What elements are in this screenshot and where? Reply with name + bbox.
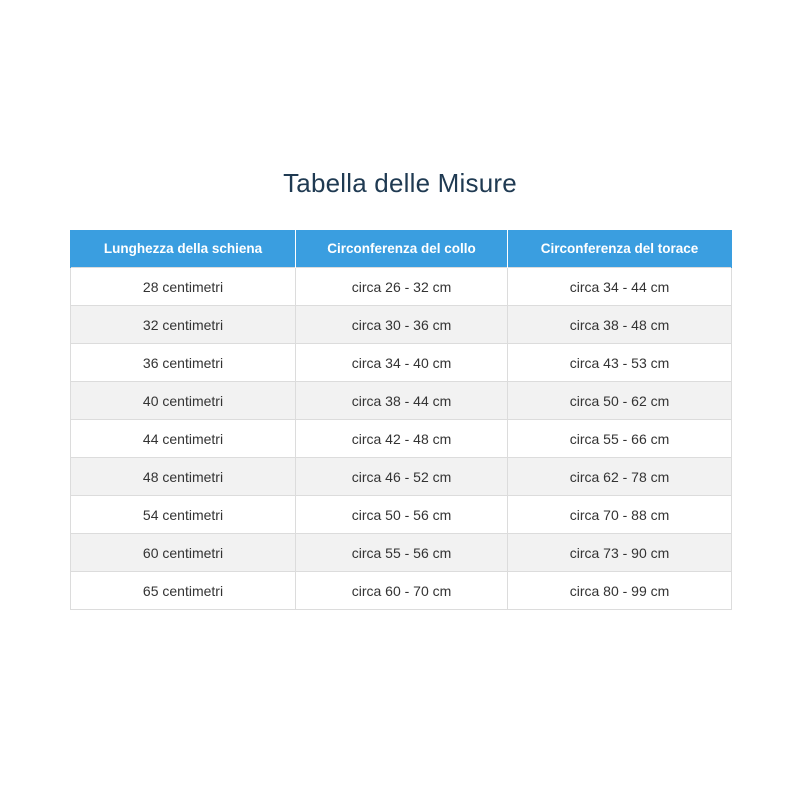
table-row (71, 458, 732, 496)
table-row (71, 534, 732, 572)
table-row (71, 306, 732, 344)
back-length-cell: 60 centimetri (71, 534, 296, 572)
size-table (70, 230, 732, 610)
back-length-cell: 54 centimetri (71, 496, 296, 534)
back-length-cell: 32 centimetri (71, 306, 296, 344)
back-length-cell: 48 centimetri (71, 458, 296, 496)
chest-circumference-cell: circa 70 - 88 cm (508, 496, 732, 534)
neck-circumference-cell: circa 30 - 36 cm (296, 306, 508, 344)
table-row (71, 420, 732, 458)
header-neck-circumference: Circonferenza del collo (296, 230, 508, 268)
neck-circumference-cell: circa 60 - 70 cm (296, 572, 508, 610)
neck-circumference-cell: circa 38 - 44 cm (296, 382, 508, 420)
table-row (71, 572, 732, 610)
neck-circumference-cell: circa 46 - 52 cm (296, 458, 508, 496)
neck-circumference-cell: circa 42 - 48 cm (296, 420, 508, 458)
back-length-cell: 28 centimetri (71, 268, 296, 306)
back-length-cell: 36 centimetri (71, 344, 296, 382)
back-length-cell: 65 centimetri (71, 572, 296, 610)
neck-circumference-cell: circa 50 - 56 cm (296, 496, 508, 534)
back-length-cell: 40 centimetri (71, 382, 296, 420)
table-header-row (71, 230, 732, 268)
chest-circumference-cell: circa 62 - 78 cm (508, 458, 732, 496)
header-back-length: Lunghezza della schiena (71, 230, 296, 268)
neck-circumference-cell: circa 34 - 40 cm (296, 344, 508, 382)
table-row (71, 496, 732, 534)
header-chest-circumference: Circonferenza del torace (508, 230, 732, 268)
table-row (71, 268, 732, 306)
chest-circumference-cell: circa 80 - 99 cm (508, 572, 732, 610)
page-title: Tabella delle Misure (283, 168, 517, 198)
neck-circumference-cell: circa 26 - 32 cm (296, 268, 508, 306)
chest-circumference-cell: circa 38 - 48 cm (508, 306, 732, 344)
neck-circumference-cell: circa 55 - 56 cm (296, 534, 508, 572)
chest-circumference-cell: circa 43 - 53 cm (508, 344, 732, 382)
back-length-cell: 44 centimetri (71, 420, 296, 458)
chest-circumference-cell: circa 50 - 62 cm (508, 382, 732, 420)
chest-circumference-cell: circa 73 - 90 cm (508, 534, 732, 572)
table-row (71, 382, 732, 420)
chest-circumference-cell: circa 34 - 44 cm (508, 268, 732, 306)
chest-circumference-cell: circa 55 - 66 cm (508, 420, 732, 458)
table-row (71, 344, 732, 382)
